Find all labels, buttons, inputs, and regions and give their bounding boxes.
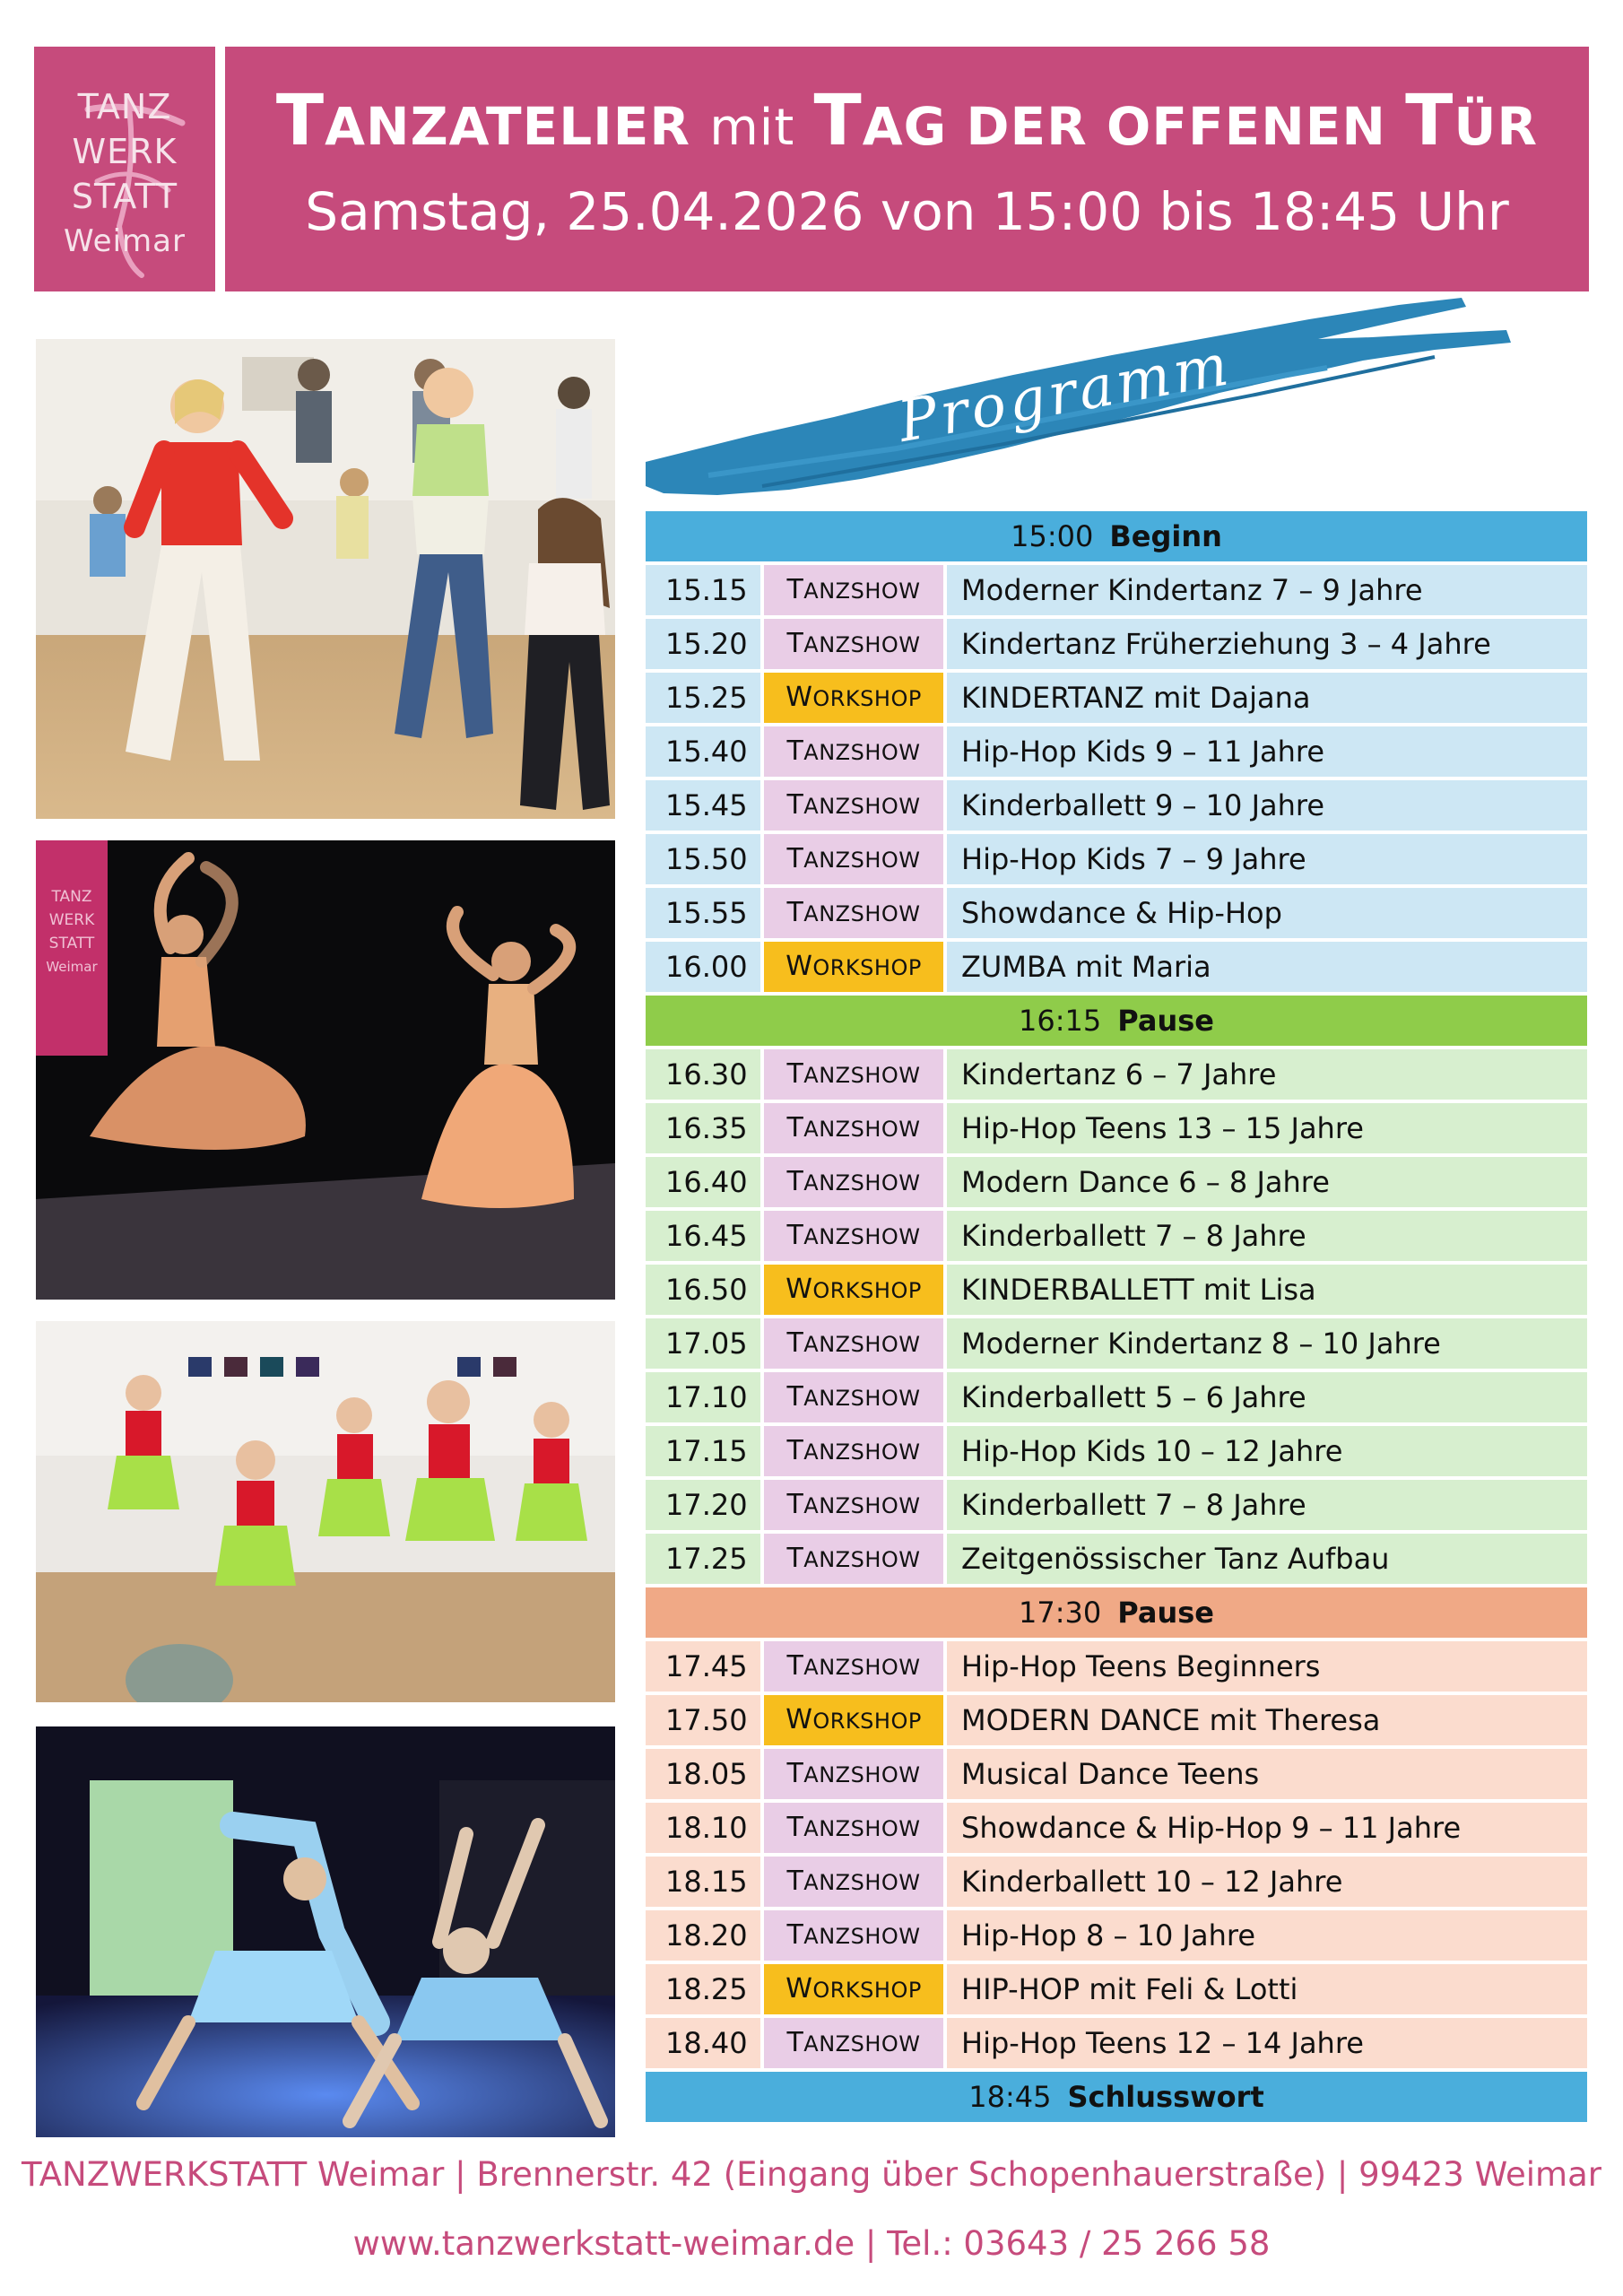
row-time: 16.45	[646, 1211, 760, 1261]
row-type-badge	[764, 2018, 943, 2068]
row-type-rest: ANZSHOW	[803, 794, 921, 819]
row-time: 18.10	[646, 1803, 760, 1853]
row-type-badge	[764, 1372, 943, 1422]
row-type-initial: W	[785, 682, 813, 713]
program-row	[646, 2018, 1587, 2068]
logo-line3: STATT	[71, 177, 178, 216]
row-type-badge	[764, 942, 943, 992]
row-type-rest: ANZSHOW	[803, 1063, 921, 1088]
row-type-rest: ANZSHOW	[803, 1117, 921, 1142]
row-type-initial: W	[785, 1274, 813, 1305]
program-row	[646, 1049, 1587, 1100]
row-time: 15.55	[646, 888, 760, 938]
row-type-initial: T	[786, 2027, 804, 2058]
row-type-badge	[764, 1157, 943, 1207]
row-type-rest: ANZSHOW	[803, 1224, 921, 1249]
row-type-rest: ANZSHOW	[803, 1924, 921, 1949]
row-type-initial: T	[786, 1919, 804, 1951]
row-time: 16.50	[646, 1265, 760, 1315]
row-type-rest: ANZSHOW	[803, 2031, 921, 2057]
row-type-badge	[764, 1480, 943, 1530]
program-row	[646, 1641, 1587, 1692]
row-time: 17.50	[646, 1695, 760, 1745]
program-row	[646, 1964, 1587, 2014]
row-description: Kinderballett 7 – 8 Jahre	[947, 1480, 1587, 1530]
row-type-badge	[764, 1265, 943, 1315]
row-type-initial: T	[786, 1220, 804, 1251]
row-time: 16.40	[646, 1157, 760, 1207]
row-time: 17.05	[646, 1318, 760, 1369]
row-type-badge	[764, 1857, 943, 1907]
row-type-badge	[764, 1211, 943, 1261]
row-description: Moderner Kindertanz 7 – 9 Jahre	[947, 565, 1587, 615]
row-type-initial: W	[785, 1704, 813, 1735]
row-description: Kindertanz Früherziehung 3 – 4 Jahre	[947, 619, 1587, 669]
row-type-rest: ANZSHOW	[803, 1332, 921, 1357]
program-row	[646, 1695, 1587, 1745]
section-label: Pause	[1117, 1004, 1214, 1038]
row-type-initial: W	[785, 1973, 813, 2005]
logo-line4: Weimar	[64, 223, 186, 259]
program-row	[646, 1534, 1587, 1584]
row-description: Kinderballett 5 – 6 Jahre	[947, 1372, 1587, 1422]
program-row	[646, 942, 1587, 992]
row-time: 17.45	[646, 1641, 760, 1692]
event-date: Samstag, 25.04.2026 von 15:00 bis 18:45 Uhr	[305, 181, 1509, 242]
row-type-rest: ANZSHOW	[803, 1655, 921, 1680]
row-type-initial: T	[786, 897, 804, 928]
row-description: Hip-Hop Kids 10 – 12 Jahre	[947, 1426, 1587, 1476]
row-description: MODERN DANCE mit Theresa	[947, 1695, 1587, 1745]
program-row	[646, 1103, 1587, 1153]
row-type-rest: ORKSHOP	[812, 1278, 922, 1303]
footer-contact: www.tanzwerkstatt-weimar.de | Tel.: 03643 / 25 266 58	[352, 2224, 1271, 2263]
photo-stage-dancers	[36, 840, 615, 1300]
row-type-initial: T	[786, 1327, 804, 1359]
row-type-initial: T	[786, 789, 804, 821]
section-header	[646, 511, 1587, 561]
row-time: 16.00	[646, 942, 760, 992]
row-type-initial: T	[786, 1381, 804, 1413]
row-type-badge	[764, 1910, 943, 1961]
program-row	[646, 619, 1587, 669]
row-description: Showdance & Hip-Hop	[947, 888, 1587, 938]
program-heading: Programm	[893, 331, 1237, 457]
program-row	[646, 1426, 1587, 1476]
row-type-badge	[764, 780, 943, 831]
photo-logo: TANZ WERK STATT Weimar	[46, 888, 98, 975]
row-type-badge	[764, 834, 943, 884]
row-type-badge	[764, 1103, 943, 1153]
logo	[34, 47, 215, 291]
row-description: Modern Dance 6 – 8 Jahre	[947, 1157, 1587, 1207]
row-type-rest: ANZSHOW	[803, 1816, 921, 1841]
program-row	[646, 1480, 1587, 1530]
program-table	[646, 511, 1587, 2126]
row-type-badge	[764, 1803, 943, 1853]
row-time: 17.15	[646, 1426, 760, 1476]
row-type-rest: ANZSHOW	[803, 1547, 921, 1572]
program-row	[646, 1910, 1587, 1961]
logo-line2: WERK	[72, 132, 178, 171]
section-time: 16:15	[1019, 1004, 1102, 1038]
row-type-badge	[764, 1695, 943, 1745]
row-type-rest: ORKSHOP	[812, 686, 922, 711]
row-type-initial: T	[786, 628, 804, 659]
row-type-rest: ANZSHOW	[803, 1870, 921, 1895]
program-row	[646, 834, 1587, 884]
row-description: Moderner Kindertanz 8 – 10 Jahre	[947, 1318, 1587, 1369]
program-row	[646, 1857, 1587, 1907]
row-description: Musical Dance Teens	[947, 1749, 1587, 1799]
row-description: Hip-Hop Teens 12 – 14 Jahre	[947, 2018, 1587, 2068]
row-type-initial: W	[785, 951, 813, 982]
logo-line1: TANZ	[77, 87, 172, 126]
row-type-rest: ANZSHOW	[803, 901, 921, 926]
row-type-initial: T	[786, 1435, 804, 1466]
row-type-initial: T	[786, 574, 804, 605]
footer-address: TANZWERKSTATT Weimar | Brennerstr. 42 (Eingang über Schopenhauerstraße) | 99423 Weimar	[22, 2155, 1601, 2194]
row-type-initial: T	[786, 1866, 804, 1897]
row-type-badge	[764, 726, 943, 777]
row-type-rest: ANZSHOW	[803, 848, 921, 873]
row-type-badge	[764, 1964, 943, 2014]
row-time: 18.40	[646, 2018, 760, 2068]
row-type-rest: ANZSHOW	[803, 740, 921, 765]
row-type-badge	[764, 1641, 943, 1692]
row-type-initial: T	[786, 1058, 804, 1090]
program-row	[646, 726, 1587, 777]
row-type-initial: T	[786, 843, 804, 874]
program-row	[646, 780, 1587, 831]
section-label: Pause	[1117, 1596, 1214, 1630]
row-type-badge	[764, 888, 943, 938]
row-time: 17.25	[646, 1534, 760, 1584]
program-heading-banner	[628, 287, 1524, 507]
row-description: HIP-HOP mit Feli & Lotti	[947, 1964, 1587, 2014]
row-type-initial: T	[786, 1489, 804, 1520]
row-description: Hip-Hop Teens 13 – 15 Jahre	[947, 1103, 1587, 1153]
row-type-rest: ANZSHOW	[803, 1493, 921, 1518]
row-type-initial: T	[786, 1758, 804, 1789]
page-title: TANZATELIER mit TAG DER OFFENEN TÜR	[275, 81, 1539, 161]
row-time: 18.25	[646, 1964, 760, 2014]
row-time: 16.30	[646, 1049, 760, 1100]
row-time: 16.35	[646, 1103, 760, 1153]
program-row	[646, 1318, 1587, 1369]
closing-row	[646, 2072, 1587, 2122]
row-type-badge	[764, 565, 943, 615]
section-time: 17:30	[1019, 1596, 1102, 1630]
program-row	[646, 1211, 1587, 1261]
row-type-rest: ORKSHOP	[812, 955, 922, 980]
row-description: Kinderballett 7 – 8 Jahre	[947, 1211, 1587, 1261]
header-banner	[225, 47, 1589, 291]
row-type-initial: T	[786, 1166, 804, 1197]
program-row	[646, 1803, 1587, 1853]
row-description: Hip-Hop Kids 7 – 9 Jahre	[947, 834, 1587, 884]
row-type-badge	[764, 1534, 943, 1584]
row-description: Zeitgenössischer Tanz Aufbau	[947, 1534, 1587, 1584]
row-type-badge	[764, 619, 943, 669]
row-type-rest: ORKSHOP	[812, 1709, 922, 1734]
program-row	[646, 1749, 1587, 1799]
row-type-initial: T	[786, 1112, 804, 1144]
row-type-initial: T	[786, 1650, 804, 1682]
closing-time: 18:45	[968, 2080, 1052, 2114]
section-time: 15:00	[1011, 519, 1094, 553]
row-description: Hip-Hop 8 – 10 Jahre	[947, 1910, 1587, 1961]
row-type-rest: ORKSHOP	[812, 1978, 922, 2003]
row-time: 15.40	[646, 726, 760, 777]
row-type-badge	[764, 673, 943, 723]
row-type-initial: T	[786, 1812, 804, 1843]
row-description: Showdance & Hip-Hop 9 – 11 Jahre	[947, 1803, 1587, 1853]
row-type-badge	[764, 1049, 943, 1100]
row-type-badge	[764, 1426, 943, 1476]
program-row	[646, 888, 1587, 938]
row-type-badge	[764, 1749, 943, 1799]
row-type-badge	[764, 1318, 943, 1369]
photo-workshop-adults	[36, 339, 615, 819]
row-type-rest: ANZSHOW	[803, 1439, 921, 1465]
row-description: Kinderballett 9 – 10 Jahre	[947, 780, 1587, 831]
row-type-rest: ANZSHOW	[803, 632, 921, 657]
row-time: 15.15	[646, 565, 760, 615]
row-description: Kinderballett 10 – 12 Jahre	[947, 1857, 1587, 1907]
section-header	[646, 996, 1587, 1046]
program-row	[646, 565, 1587, 615]
closing-label: Schlusswort	[1067, 2080, 1264, 2114]
row-type-rest: ANZSHOW	[803, 1762, 921, 1787]
row-time: 15.50	[646, 834, 760, 884]
row-description: Hip-Hop Teens Beginners	[947, 1641, 1587, 1692]
row-type-rest: ANZSHOW	[803, 1386, 921, 1411]
photo-hiphop-kids-blue-light	[36, 1726, 615, 2137]
row-time: 15.45	[646, 780, 760, 831]
row-description: ZUMBA mit Maria	[947, 942, 1587, 992]
row-type-initial: T	[786, 1543, 804, 1574]
row-type-rest: ANZSHOW	[803, 578, 921, 604]
row-time: 18.20	[646, 1910, 760, 1961]
row-description: KINDERTANZ mit Dajana	[947, 673, 1587, 723]
row-description: KINDERBALLETT mit Lisa	[947, 1265, 1587, 1315]
row-description: Hip-Hop Kids 9 – 11 Jahre	[947, 726, 1587, 777]
program-row	[646, 1157, 1587, 1207]
row-time: 18.05	[646, 1749, 760, 1799]
photo-kids-red-green	[36, 1321, 615, 1702]
program-row	[646, 1372, 1587, 1422]
row-time: 18.15	[646, 1857, 760, 1907]
row-time: 17.10	[646, 1372, 760, 1422]
row-time: 15.20	[646, 619, 760, 669]
section-label: Beginn	[1109, 519, 1222, 553]
row-type-initial: T	[786, 735, 804, 767]
row-description: Kindertanz 6 – 7 Jahre	[947, 1049, 1587, 1100]
program-row	[646, 1265, 1587, 1315]
program-row	[646, 673, 1587, 723]
row-time: 15.25	[646, 673, 760, 723]
row-type-rest: ANZSHOW	[803, 1170, 921, 1196]
section-header	[646, 1587, 1587, 1638]
row-time: 17.20	[646, 1480, 760, 1530]
